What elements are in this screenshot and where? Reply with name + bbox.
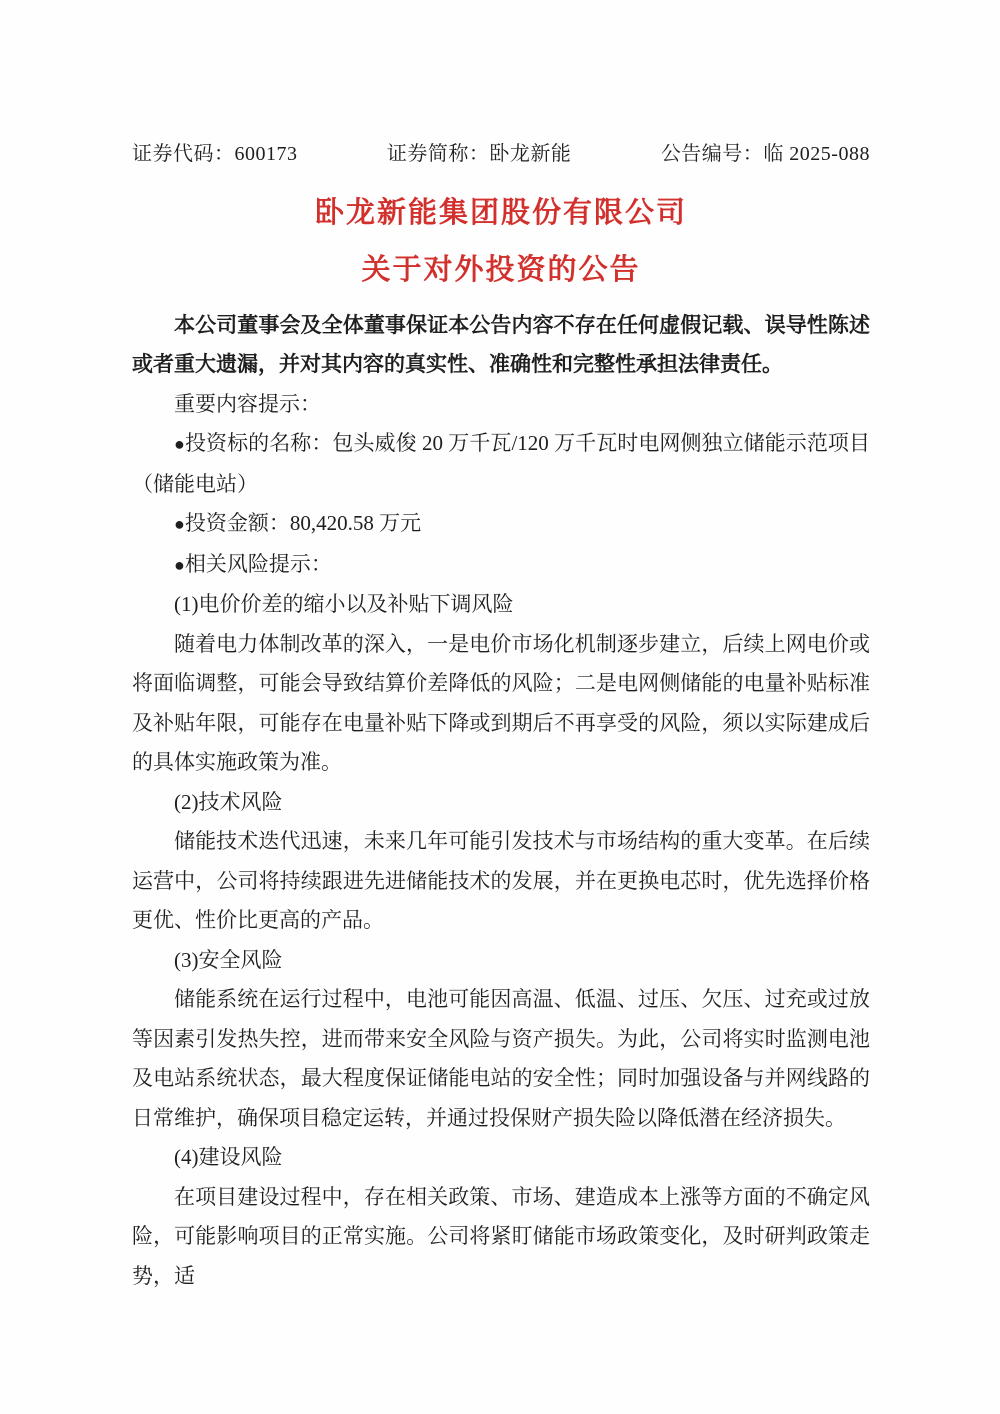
risk-2-heading: (2)技术风险 [174, 789, 283, 814]
highlight-investment-target [132, 424, 870, 504]
risk-4-heading: (4)建设风险 [174, 1145, 283, 1170]
bullet-icon: ● [174, 514, 185, 535]
stock-code-label: 证券代码： [132, 143, 235, 165]
announcement-no-label: 公告编号： [660, 143, 764, 165]
stock-abbr-value: 卧龙新能 [489, 143, 572, 165]
stock-code [132, 141, 298, 167]
highlight-risk-notice [132, 545, 870, 586]
risk-3-body: 储能系统在运行过程中，电池可能因高温、低温、过压、欠压、过充或过放等因素引发热失控，进而带来安全风险与资产损失。为此，公司将实时监测电池及电站系统状态，最大程度保证储能电站的安全性；同时加强设备与并网线路的日常维护，确保项目稳定运转，并通过投保财产损失险以降低潜在经济损失。 [132, 987, 870, 1130]
bullet-icon: ● [174, 434, 185, 455]
stock-abbr-label: 证券简称： [386, 143, 490, 165]
highlight-investment-target-text: 投资标的名称：包头威俊 20 万千瓦/120 万千瓦时电网侧独立储能示范项目（储能电站） [132, 431, 870, 496]
risk-3-heading: (3)安全风险 [174, 947, 283, 972]
risk-1-body: 随着电力体制改革的深入，一是电价市场化机制逐步建立，后续上网电价或将面临调整，可能会导致结算价差降低的风险；二是电网侧储能的电量补贴标准及补贴年限，可能存在电量补贴下降或到期后不再享受的风险，须以实际建成后的具体实施政策为准。 [132, 631, 870, 775]
highlight-investment-amount [132, 504, 870, 545]
document-header [132, 141, 870, 167]
announcement-no [661, 141, 870, 167]
company-title: 卧龙新能集团股份有限公司 [314, 197, 687, 229]
announcement-title: 关于对外投资的公告 [361, 254, 641, 287]
announcement-no-value: 临 2025-088 [763, 143, 870, 165]
highlight-risk-notice-text: 相关风险提示： [184, 551, 332, 576]
important-notice-heading: 重要内容提示： [174, 391, 321, 416]
stock-code-value: 600173 [234, 143, 298, 165]
risk-2-body: 储能技术迭代迅速，未来几年可能引发技术与市场结构的重大变革。在后续运营中，公司将持续跟进先进储能技术的发展，并在更换电芯时，优先选择价格更优、性价比更高的产品。 [132, 829, 870, 933]
stock-abbr [387, 141, 572, 167]
declaration-paragraph: 本公司董事会及全体董事保证本公告内容不存在任何虚假记载、误导性陈述或者重大遗漏，并对其内容的真实性、准确性和完整性承担法律责任。 [132, 312, 870, 377]
document-body [132, 306, 870, 1297]
bullet-icon: ● [174, 554, 185, 575]
risk-1-heading: (1)电价价差的缩小以及补贴下调风险 [174, 592, 514, 617]
risk-4-body: 在项目建设过程中，存在相关政策、市场、建造成本上涨等方面的不确定风险，可能影响项目的正常实施。公司将紧盯储能市场政策变化，及时研判政策走势，适 [132, 1184, 870, 1288]
highlight-investment-amount-text: 投资金额：80,420.58 万元 [184, 511, 422, 536]
